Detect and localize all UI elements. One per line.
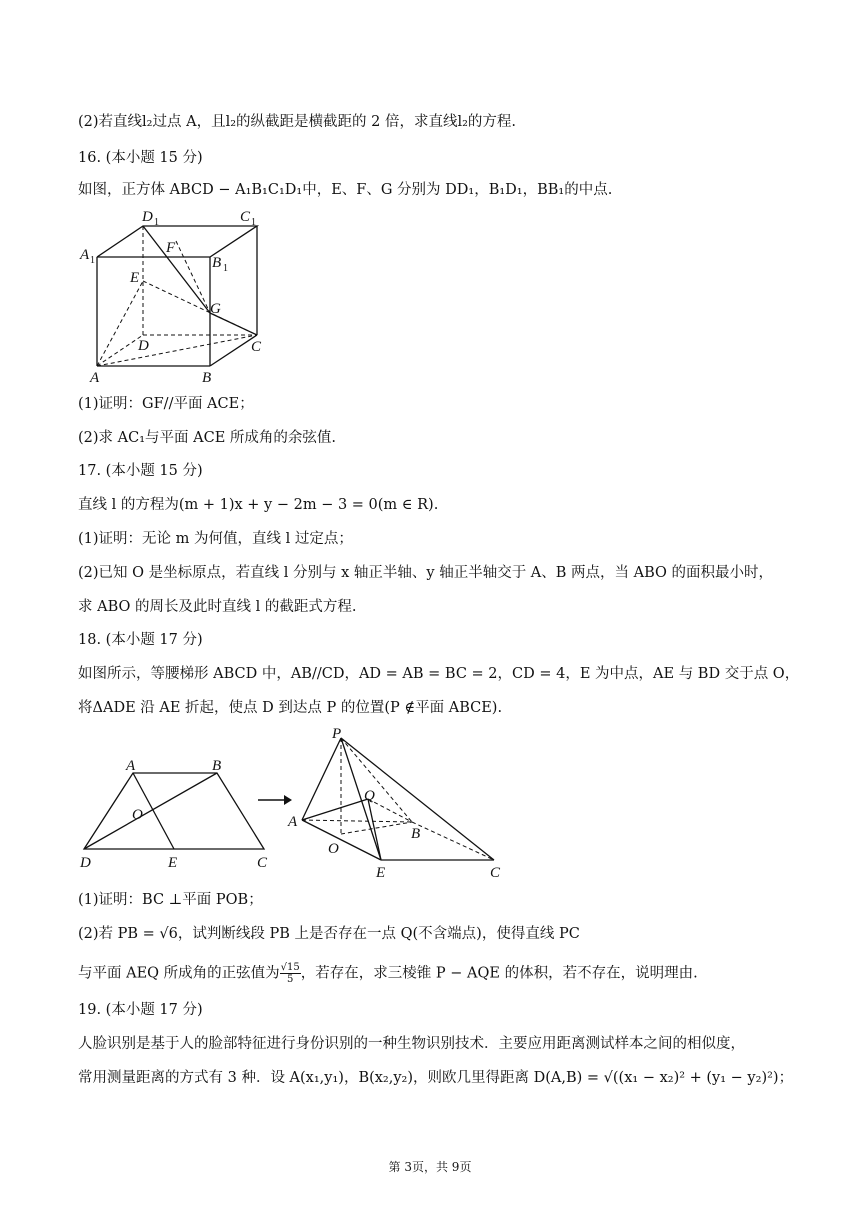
label-sub: 1 bbox=[223, 263, 228, 274]
folded-pyramid-figure bbox=[284, 722, 510, 882]
label-P: P bbox=[332, 726, 342, 742]
label-D1: D bbox=[142, 209, 153, 225]
q17-stem: 直线 l 的方程为(m + 1)x + y − 2m − 3 = 0(m ∈ R). bbox=[78, 497, 439, 513]
label-C: C bbox=[251, 339, 262, 355]
label-A: A bbox=[90, 370, 100, 386]
label-sub: 1 bbox=[90, 255, 95, 266]
q16-part1: (1)证明：GF//平面 ACE； bbox=[78, 396, 254, 412]
label-C: C bbox=[257, 855, 268, 871]
label-A: A bbox=[288, 814, 298, 830]
label-E: E bbox=[130, 270, 140, 286]
q17-part2-line2: 求 ABO 的周长及此时直线 l 的截距式方程. bbox=[78, 599, 357, 615]
label-Q: Q bbox=[364, 788, 375, 804]
label-F: F bbox=[166, 240, 176, 256]
label-A: A bbox=[126, 758, 136, 774]
cube-figure bbox=[78, 205, 278, 387]
label-O: O bbox=[328, 841, 339, 857]
q18-part2-text-post: ，若存在，求三棱锥 P − AQE 的体积，若不存在，说明理由. bbox=[300, 965, 698, 982]
q16-heading: 16. (本小题 15 分) bbox=[78, 150, 203, 166]
q17-part1: (1)证明：无论 m 为何值，直线 l 过定点； bbox=[78, 531, 353, 547]
label-B: B bbox=[202, 370, 212, 386]
q19-line1: 人脸识别是基于人的脸部特征进行身份识别的一种生物识别技术．主要应用距离测试样本之间的相似度， bbox=[78, 1036, 745, 1052]
label-D: D bbox=[138, 338, 149, 354]
label-G: G bbox=[210, 301, 221, 317]
fraction-sqrt15-over-5 bbox=[280, 962, 301, 985]
label-E: E bbox=[168, 855, 178, 871]
fraction-denominator: 5 bbox=[287, 974, 294, 985]
q19-heading: 19. (本小题 17 分) bbox=[78, 1002, 203, 1018]
q17-part2-line1: (2)已知 O 是坐标原点，若直线 l 分别与 x 轴正半轴、y 轴正半轴交于 A、B 两点，当 ABO 的面积最小时， bbox=[78, 565, 774, 581]
q18-part1: (1)证明：BC ⊥平面 POB； bbox=[78, 892, 263, 908]
q15-part2: (2)若直线l₂过点 A，且l₂的纵截距是横截距的 2 倍，求直线l₂的方程. bbox=[78, 114, 517, 130]
q18-stem-line2: 将ΔADE 沿 AE 折起，使点 D 到达点 P 的位置(P ∉平面 ABCE). bbox=[78, 700, 503, 716]
label-sub: 1 bbox=[251, 217, 256, 228]
label-B: B bbox=[212, 758, 222, 774]
q16-part2: (2)求 AC₁与平面 ACE 所成角的余弦值. bbox=[78, 430, 337, 446]
q18-part2-line2 bbox=[78, 962, 698, 985]
label-A1: A bbox=[80, 247, 90, 263]
label-B: B bbox=[411, 826, 421, 842]
q18-part2-line1: (2)若 PB = √6，试判断线段 PB 上是否存在一点 Q(不含端点)，使得直线 PC bbox=[78, 926, 580, 942]
label-E: E bbox=[376, 865, 386, 881]
trapezoid-figure bbox=[76, 750, 276, 875]
fraction-numerator: √15 bbox=[280, 962, 300, 973]
q18-heading: 18. (本小题 17 分) bbox=[78, 632, 203, 648]
label-D: D bbox=[80, 855, 91, 871]
q16-stem: 如图，正方体 ABCD − A₁B₁C₁D₁中，E、F、G 分别为 DD₁，B₁D₁，BB₁的中点. bbox=[78, 182, 613, 198]
label-B1: B bbox=[212, 255, 222, 271]
q19-line2: 常用测量距离的方式有 3 种．设 A(x₁,y₁)，B(x₂,y₂)，则欧几里得距离 D(A,B) = √((x₁ − x₂)² + (y₁ − y₂)²)； bbox=[78, 1070, 794, 1086]
page-footer: 第 3页，共 9页 bbox=[388, 1160, 472, 1174]
label-C: C bbox=[490, 865, 501, 881]
label-sub: 1 bbox=[154, 217, 159, 228]
label-C1: C bbox=[240, 209, 251, 225]
q17-heading: 17. (本小题 15 分) bbox=[78, 463, 203, 479]
q18-part2-text-pre: 与平面 AEQ 所成角的正弦值为 bbox=[78, 965, 280, 982]
q18-stem-line1: 如图所示，等腰梯形 ABCD 中，AB//CD，AD = AB = BC = 2，CD = 4，E 为中点，AE 与 BD 交于点 O， bbox=[78, 666, 800, 682]
label-O: O bbox=[132, 807, 143, 823]
